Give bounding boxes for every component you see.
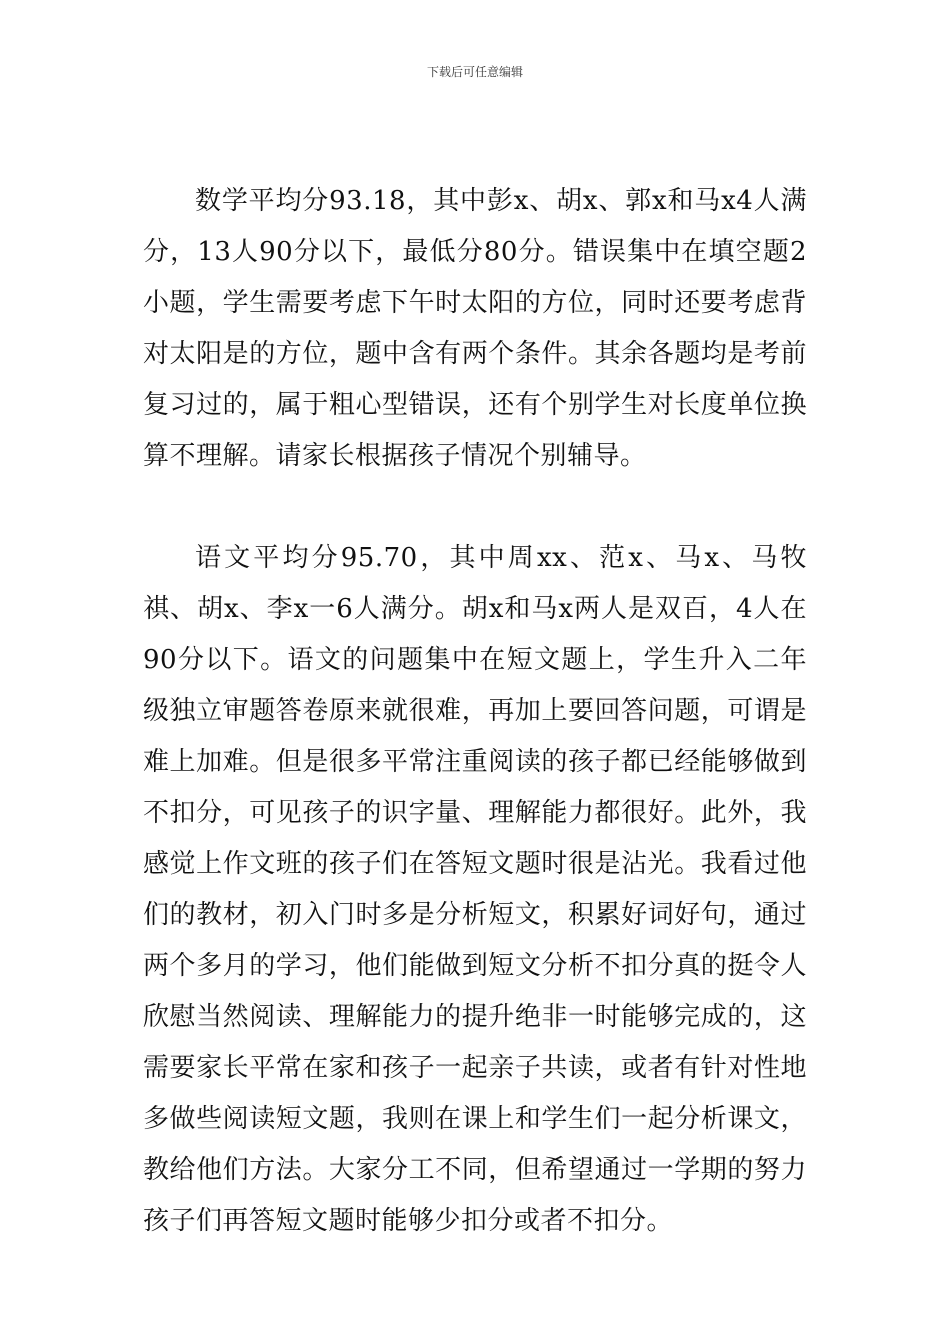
document-body [143, 176, 807, 1247]
page-header: 下载后可任意编辑 [426, 65, 523, 79]
paragraph-chinese-summary: 语文平均分95.70，其中周xx、范x、马x、马牧祺、胡x、李x一6人满分。胡x和马x两人是双百，4人在90分以下。语文的问题集中在短文题上，学生升入二年级独立审题答卷原来就很难，再加上要回答问题，可谓是难上加难。但是很多平常注重阅读的孩子都已经能够做到不扣分，可见孩子的识字量、理解能力都很好。此外，我感觉上作文班的孩子们在答短文题时很是沾光。我看过他们的教材，初入门时多是分析短文，积累好词好句，通过两个多月的学习，他们能做到短文分析不扣分真的挺令人欣慰当然阅读、理解能力的提升绝非一时能够完成的，这需要家长平常在家和孩子一起亲子共读，或者有针对性地多做些阅读短文题，我则在课上和学生们一起分析课文，教给他们方法。大家分工不同，但希望通过一学期的努力孩子们再答短文题时能够少扣分或者不扣分。 [143, 543, 807, 1236]
paragraph-math-summary: 数学平均分93.18，其中彭x、胡x、郭x和马x4人满分，13人90分以下，最低分80分。错误集中在填空题2小题，学生需要考虑下午时太阳的方位，同时还要考虑背对太阳是的方位，题中含有两个条件。其余各题均是考前复习过的，属于粗心型错误，还有个别学生对长度单位换算不理解。请家长根据孩子情况个别辅导。 [143, 186, 807, 471]
